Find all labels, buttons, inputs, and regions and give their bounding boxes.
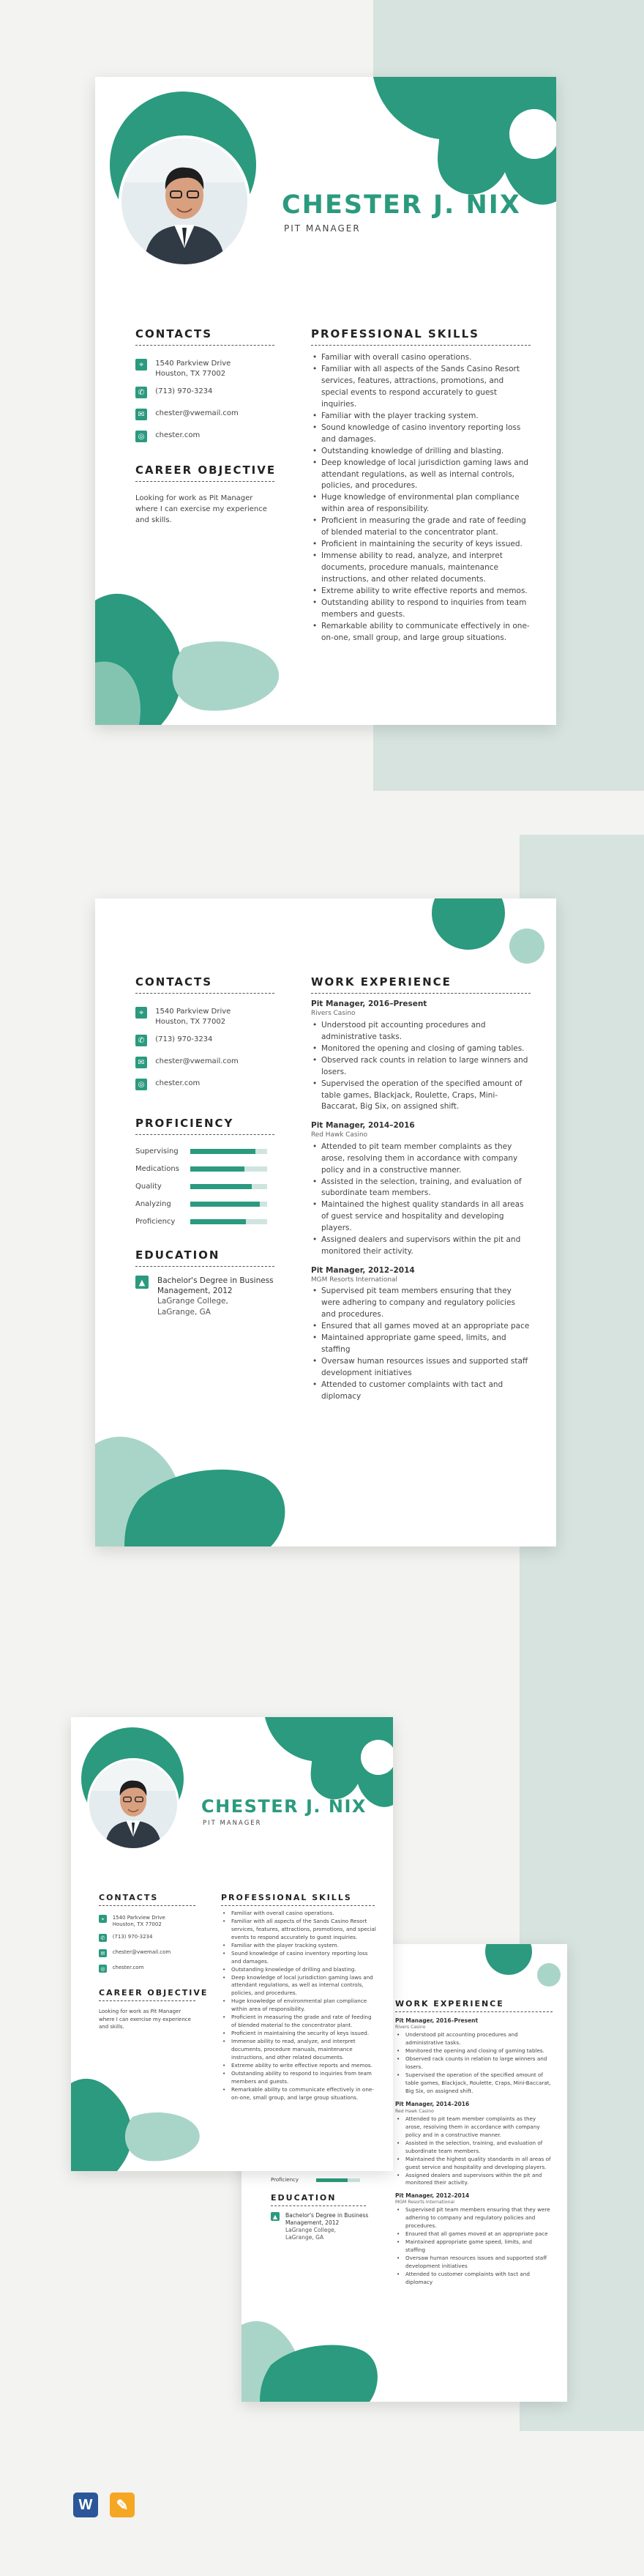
- work-experience-heading: WORK EXPERIENCE: [311, 975, 452, 989]
- ms-word-icon: W: [73, 2493, 98, 2517]
- skill-item: • Familiar with the player tracking system.: [311, 411, 531, 422]
- contact-row: [99, 1949, 171, 1957]
- career-objective-text: Looking for work as Pit Manager where I can exercise my experience and skills.: [99, 2009, 191, 2030]
- duty-item: • Ensured that all games moved at an appropriate pace: [395, 2230, 553, 2238]
- duty-item: • Assisted in the selection, training, and evaluation of subordinate team members.: [311, 1177, 531, 1200]
- contact-row: [135, 409, 239, 420]
- duty-item: • Attended to customer complaints with tact and diplomacy: [311, 1380, 531, 1403]
- proficiency-row: [135, 1147, 267, 1155]
- email-icon: ✉: [99, 1949, 107, 1957]
- proficiency-label: Proficiency: [135, 1218, 176, 1226]
- duty-item: • Supervised the operation of the specified amount of table games, Blackjack, Roulette, Craps, Mini-Baccarat, Big Six, on assigned shift.: [395, 2071, 553, 2096]
- job-company: Red Hawk Casino: [311, 1131, 368, 1139]
- duty-item: • Monitored the opening and closing of gaming tables.: [311, 1043, 531, 1055]
- divider: [135, 1266, 274, 1267]
- contacts-heading: CONTACTS: [99, 1893, 159, 1902]
- skill-item: • Immense ability to read, analyze, and interpret documents, procedure manuals, maintenance instructions, and other related documents.: [311, 551, 531, 586]
- contact-text: (713) 970-3234: [155, 1035, 213, 1043]
- proficiency-bar-fill: [190, 1219, 246, 1224]
- proficiency-bar: [316, 2178, 360, 2182]
- education-location: LaGrange, GA: [285, 2234, 324, 2241]
- skill-item: • Proficient in measuring the grade and rate of feeding of blended material to the concentrator plant.: [311, 515, 531, 539]
- education-entry: [135, 1276, 282, 1317]
- divider: [271, 2205, 366, 2206]
- divider: [135, 345, 274, 346]
- proficiency-bar-fill: [316, 2178, 348, 2182]
- proficiency-heading: PROFICIENCY: [135, 1117, 234, 1130]
- education-location: LaGrange, GA: [157, 1307, 211, 1317]
- career-objective-heading: CAREER OBJECTIVE: [135, 464, 277, 477]
- skill-item: • Familiar with the player tracking system.: [221, 1942, 376, 1950]
- location-icon: ⌖: [99, 1915, 107, 1923]
- phone-icon: ✆: [135, 387, 147, 398]
- proficiency-label: Proficiency: [271, 2177, 299, 2183]
- job-duties: [395, 2031, 553, 2096]
- contact-text: chester@vwemail.com: [112, 1949, 171, 1956]
- skill-item: • Huge knowledge of environmental plan compliance within area of responsibility.: [221, 1998, 376, 2014]
- education-school: LaGrange College,: [157, 1297, 228, 1306]
- duty-item: • Assisted in the selection, training, and evaluation of subordinate team members.: [395, 2140, 553, 2156]
- resume-page-1-thumbnail: [71, 1717, 393, 2171]
- resume-page-1-preview: [95, 77, 556, 725]
- job-company: Rivers Casino: [395, 2025, 426, 2030]
- email-icon: ✉: [135, 409, 147, 420]
- work-experience-heading: WORK EXPERIENCE: [395, 1999, 504, 2009]
- proficiency-label: Analyzing: [135, 1200, 171, 1208]
- skill-item: • Immense ability to read, analyze, and interpret documents, procedure manuals, maintenance instructions, and other related documents.: [221, 2038, 376, 2062]
- duty-item: • Observed rack counts in relation to large winners and losers.: [395, 2055, 553, 2071]
- duty-item: • Supervised pit team members ensuring that they were adhering to company and regulatory policies and procedures.: [311, 1286, 531, 1321]
- education-school: LaGrange College,: [285, 2227, 337, 2234]
- resume-name: CHESTER J. NIX: [201, 1796, 367, 1817]
- skill-item: • Deep knowledge of local jurisdiction gaming laws and attendant regulations, as well as internal controls, policies, and procedures.: [311, 458, 531, 493]
- graduation-cap-icon: ▲: [271, 2212, 280, 2221]
- contact-row: [135, 387, 212, 398]
- contacts-heading: CONTACTS: [135, 327, 213, 340]
- professional-skills-heading: PROFESSIONAL SKILLS: [221, 1893, 352, 1902]
- contact-text: 1540 Parkview Drive Houston, TX 77002: [155, 360, 231, 378]
- location-icon: ⌖: [135, 359, 147, 371]
- proficiency-row: [271, 2177, 360, 2183]
- skill-item: • Extreme ability to write effective reports and memos.: [221, 2062, 376, 2070]
- job-title: Pit Manager, 2012–2014: [395, 2192, 470, 2199]
- person-avatar-icon: [121, 138, 247, 264]
- divider: [395, 2011, 553, 2012]
- professional-skills-list: [311, 352, 531, 644]
- job-company: Rivers Casino: [311, 1010, 356, 1018]
- contacts-heading: CONTACTS: [135, 975, 213, 989]
- email-icon: ✉: [135, 1057, 147, 1068]
- proficiency-bar: [190, 1184, 267, 1189]
- proficiency-row: [135, 1165, 267, 1173]
- skill-item: • Familiar with overall casino operations.: [311, 352, 531, 364]
- education-heading: EDUCATION: [271, 2193, 337, 2203]
- proficiency-label: Supervising: [135, 1147, 179, 1155]
- duty-item: • Oversaw human resources issues and supported staff development initiatives: [311, 1356, 531, 1380]
- education-degree: Bachelor's Degree in Business Management, 2012: [285, 2212, 369, 2227]
- divider: [99, 2000, 195, 2001]
- duty-item: • Assigned dealers and supervisors within the pit and monitored their activity.: [311, 1235, 531, 1258]
- job-company: Red Hawk Casino: [395, 2108, 434, 2114]
- job-title: Pit Manager, 2014–2016: [395, 2101, 470, 2108]
- professional-skills-heading: PROFESSIONAL SKILLS: [311, 327, 479, 340]
- skill-item: • Familiar with all aspects of the Sands Casino Resort services, features, attractions, promotions, and special events to respond accurately to guest inquiries.: [221, 1918, 376, 1942]
- education-degree: Bachelor's Degree in Business Management, 2012: [157, 1276, 274, 1296]
- proficiency-bar-fill: [190, 1149, 255, 1154]
- education-heading: EDUCATION: [135, 1248, 220, 1262]
- graduation-cap-icon: ▲: [135, 1276, 149, 1289]
- proficiency-bar: [190, 1166, 267, 1172]
- proficiency-row: [135, 1218, 267, 1226]
- divider: [135, 481, 274, 482]
- duty-item: • Monitored the opening and closing of gaming tables.: [395, 2047, 553, 2055]
- contact-text: 1540 Parkview Drive Houston, TX 77002: [112, 1915, 165, 1928]
- duty-item: • Oversaw human resources issues and supported staff development initiatives: [395, 2255, 553, 2271]
- skill-item: • Proficient in maintaining the security of keys issued.: [311, 539, 531, 551]
- skill-item: • Huge knowledge of environmental plan compliance within area of responsibility.: [311, 492, 531, 515]
- job-company: MGM Resorts International: [395, 2200, 454, 2205]
- skill-item: • Familiar with overall casino operations.: [221, 1910, 376, 1918]
- job-duties: [395, 2206, 553, 2286]
- contact-text: chester.com: [112, 1965, 144, 1971]
- duty-item: • Maintained appropriate game speed, limits, and staffing: [395, 2238, 553, 2255]
- skill-item: • Outstanding knowledge of drilling and blasting.: [221, 1966, 376, 1974]
- duty-item: • Maintained appropriate game speed, limits, and staffing: [311, 1333, 531, 1356]
- contact-row: [99, 1915, 165, 1929]
- proficiency-row: [135, 1200, 267, 1208]
- skill-item: • Remarkable ability to communicate effectively in one-on-one, small group, and large group situations.: [311, 621, 531, 644]
- contact-row: [135, 359, 231, 379]
- proficiency-bar-fill: [190, 1166, 244, 1172]
- resume-name: CHESTER J. NIX: [282, 190, 521, 220]
- globe-icon: ◎: [135, 1079, 147, 1090]
- contact-row: [135, 1057, 239, 1068]
- contact-text: chester@vwemail.com: [155, 409, 239, 417]
- divider: [135, 1134, 274, 1135]
- globe-icon: ◎: [99, 1965, 107, 1973]
- profile-photo: [119, 135, 250, 267]
- skill-item: • Proficient in maintaining the security of keys issued.: [221, 2030, 376, 2038]
- skill-item: • Outstanding knowledge of drilling and blasting.: [311, 446, 531, 458]
- contact-row: [99, 1965, 143, 1973]
- contact-row: [135, 1079, 200, 1090]
- job-duties: [311, 1020, 531, 1114]
- duty-item: • Attended to pit team member complaints as they arose, resolving them in accordance with company policy and in a constructive manner.: [311, 1142, 531, 1177]
- skill-item: • Remarkable ability to communicate effectively in one-on-one, small group, and large group situations.: [221, 2086, 376, 2102]
- proficiency-bar: [190, 1149, 267, 1154]
- duty-item: • Understood pit accounting procedures and administrative tasks.: [311, 1020, 531, 1043]
- professional-skills-list: [221, 1910, 376, 2102]
- skill-item: • Extreme ability to write effective reports and memos.: [311, 586, 531, 598]
- globe-icon: ◎: [135, 431, 147, 442]
- job-title: Pit Manager, 2016–Present: [395, 2017, 479, 2024]
- education-entry: [271, 2212, 381, 2242]
- apple-pages-icon: ✎: [110, 2493, 135, 2517]
- contact-text: chester.com: [155, 1079, 201, 1087]
- divider: [311, 993, 531, 994]
- contact-row: [135, 1007, 231, 1027]
- divider: [135, 993, 274, 994]
- resume-role: PIT MANAGER: [284, 223, 361, 234]
- compatible-apps: [73, 2493, 135, 2517]
- contact-row: [99, 1934, 152, 1942]
- contact-text: (713) 970-3234: [112, 1934, 153, 1940]
- resume-page-2-preview: [95, 898, 556, 1546]
- proficiency-label: Quality: [135, 1183, 162, 1191]
- career-objective-heading: CAREER OBJECTIVE: [99, 1988, 209, 1998]
- skill-item: • Sound knowledge of casino inventory reporting loss and damages.: [221, 1950, 376, 1966]
- job-title: Pit Manager, 2016–Present: [311, 999, 427, 1008]
- duty-item: • Attended to pit team member complaints as they arose, resolving them in accordance with company policy and in a constructive manner.: [395, 2115, 553, 2140]
- profile-photo: [87, 1758, 179, 1850]
- duty-item: • Maintained the highest quality standards in all areas of guest service and hospitality and developing players.: [311, 1199, 531, 1235]
- proficiency-label: Medications: [135, 1165, 179, 1173]
- contact-text: 1540 Parkview Drive Houston, TX 77002: [155, 1008, 231, 1026]
- contact-text: (713) 970-3234: [155, 387, 213, 395]
- job-title: Pit Manager, 2014–2016: [311, 1120, 415, 1130]
- duty-item: • Ensured that all games moved at an appropriate pace: [311, 1321, 531, 1333]
- contact-row: [135, 1035, 212, 1046]
- duty-item: • Understood pit accounting procedures and administrative tasks.: [395, 2031, 553, 2047]
- proficiency-row: [135, 1183, 267, 1191]
- location-icon: ⌖: [135, 1007, 147, 1019]
- phone-icon: ✆: [135, 1035, 147, 1046]
- job-duties: [395, 2115, 553, 2187]
- divider: [99, 1905, 195, 1906]
- contact-text: chester.com: [155, 431, 201, 439]
- phone-icon: ✆: [99, 1934, 107, 1942]
- proficiency-bar-fill: [190, 1202, 260, 1207]
- proficiency-bar: [190, 1202, 267, 1207]
- duty-item: • Observed rack counts in relation to large winners and losers.: [311, 1055, 531, 1079]
- duty-item: • Maintained the highest quality standards in all areas of guest service and hospitality and developing players.: [395, 2156, 553, 2172]
- proficiency-bar-fill: [190, 1184, 252, 1189]
- divider: [311, 345, 531, 346]
- skill-item: • Proficient in measuring the grade and rate of feeding of blended material to the concentrator plant.: [221, 2014, 376, 2030]
- skill-item: • Familiar with all aspects of the Sands Casino Resort services, features, attractions, promotions, and special events to respond accurately to guest inquiries.: [311, 364, 531, 411]
- person-avatar-icon: [89, 1760, 177, 1848]
- skill-item: • Outstanding ability to respond to inquiries from team members and guests.: [221, 2070, 376, 2086]
- job-duties: [311, 1142, 531, 1259]
- proficiency-bar: [190, 1219, 267, 1224]
- divider: [221, 1905, 375, 1906]
- contact-row: [135, 431, 200, 442]
- duty-item: • Supervised pit team members ensuring that they were adhering to company and regulatory policies and procedures.: [395, 2206, 553, 2230]
- skill-item: • Deep knowledge of local jurisdiction gaming laws and attendant regulations, as well as internal controls, policies, and procedures.: [221, 1974, 376, 1998]
- job-duties: [311, 1286, 531, 1403]
- job-company: MGM Resorts International: [311, 1276, 397, 1284]
- job-title: Pit Manager, 2012–2014: [311, 1265, 415, 1275]
- duty-item: • Supervised the operation of the specified amount of table games, Blackjack, Roulette, Craps, Mini-Baccarat, Big Six, on assigned shift.: [311, 1079, 531, 1114]
- contact-text: chester@vwemail.com: [155, 1057, 239, 1065]
- duty-item: • Attended to customer complaints with tact and diplomacy: [395, 2271, 553, 2287]
- skill-item: • Sound knowledge of casino inventory reporting loss and damages.: [311, 422, 531, 446]
- resume-role: PIT MANAGER: [203, 1820, 262, 1827]
- skill-item: • Outstanding ability to respond to inquiries from team members and guests.: [311, 598, 531, 621]
- duty-item: • Assigned dealers and supervisors within the pit and monitored their activity.: [395, 2172, 553, 2188]
- career-objective-text: Looking for work as Pit Manager where I can exercise my experience and skills.: [135, 494, 267, 524]
